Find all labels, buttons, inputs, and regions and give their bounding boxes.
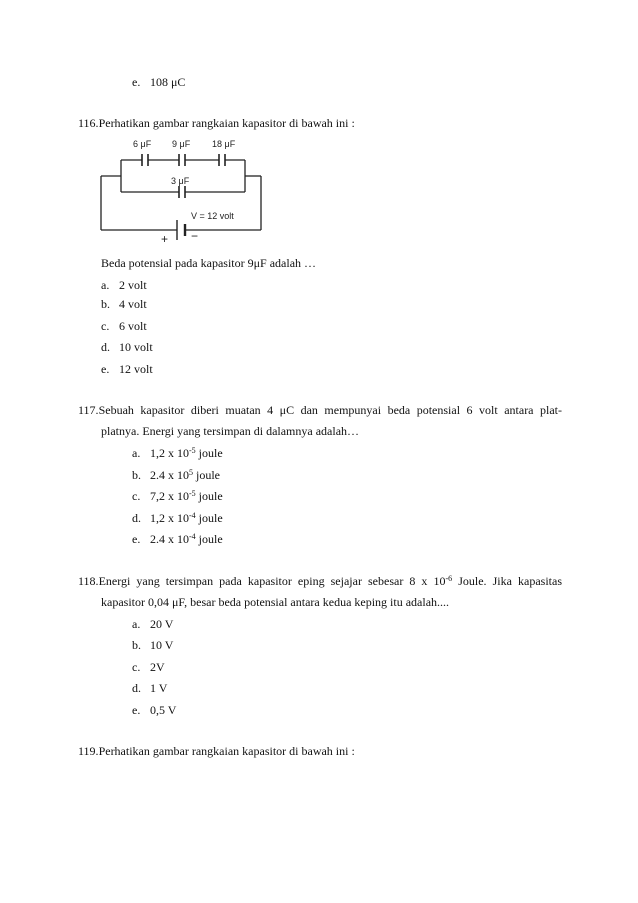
capacitor-9uF-symbol <box>179 154 185 166</box>
capacitor-18uF-symbol <box>219 154 225 166</box>
q117-option-e: e. 2.4 x $10^{-4}$ joule <box>132 532 223 546</box>
q118-option-d: d. 1 V <box>132 681 168 695</box>
question-119-prompt: 119.Perhatikan gambar rangkaian kapasitor di bawah ini : <box>78 744 355 758</box>
q117-option-d: d. 1,2 x $10^{-4}$ joule <box>132 511 223 525</box>
label-voltage: V = 12 volt <box>191 211 234 221</box>
q116-option-b: b. 4 volt <box>101 297 147 311</box>
q116-option-c: c. 6 volt <box>101 319 147 333</box>
q116-option-d: d. 10 volt <box>101 340 153 354</box>
battery-symbol <box>177 220 185 240</box>
q116-option-a: a. 2 volt <box>101 278 147 292</box>
q117-option-b: b. 2.4 x $10^5$ joule <box>132 468 220 482</box>
q116-option-e: e. 12 volt <box>101 362 153 376</box>
question-118-line1: 118.Energi yang tersimpan pada kapasitor eping sejajar sebesar 8 x $10^{-6}$ Joule. Jika kapasitas <box>78 574 562 588</box>
q118-option-c: c. 2V <box>132 660 165 674</box>
label-minus: − <box>191 229 199 243</box>
question-116-prompt: 116.Perhatikan gambar rangkaian kapasitor di bawah ini : <box>78 116 355 130</box>
capacitor-3uF-symbol <box>179 186 185 198</box>
q117-option-c: c. 7,2 x $10^{-5}$ joule <box>132 489 223 503</box>
question-118-line2: kapasitor 0,04 μF, besar beda potensial antara kedua keping itu adalah.... <box>101 595 450 609</box>
question-116-text: Beda potensial pada kapasitor 9μF adalah … <box>101 256 317 270</box>
option-e-previous: e. 108 μC <box>132 75 186 89</box>
label-plus: + <box>161 232 169 246</box>
q118-option-a: a. 20 V <box>132 617 174 631</box>
capacitor-6uF-symbol <box>142 154 148 166</box>
label-9uF: 9 μF <box>172 139 191 149</box>
label-6uF: 6 μF <box>133 139 152 149</box>
question-117-line2: platnya. Energi yang tersimpan di dalamnya adalah… <box>101 424 360 438</box>
q118-option-e: e. 0,5 V <box>132 703 177 717</box>
q118-option-b: b. 10 V <box>132 638 174 652</box>
label-3uF: 3 μF <box>171 176 190 186</box>
label-18uF: 18 μF <box>212 139 236 149</box>
q117-option-a: a. 1,2 x $10^{-5}$ joule <box>132 446 223 460</box>
capacitor-circuit-diagram <box>95 132 270 247</box>
question-117-line1: 117.Sebuah kapasitor diberi muatan 4 μC dan mempunyai beda potensial 6 volt antara plat- <box>78 403 562 417</box>
